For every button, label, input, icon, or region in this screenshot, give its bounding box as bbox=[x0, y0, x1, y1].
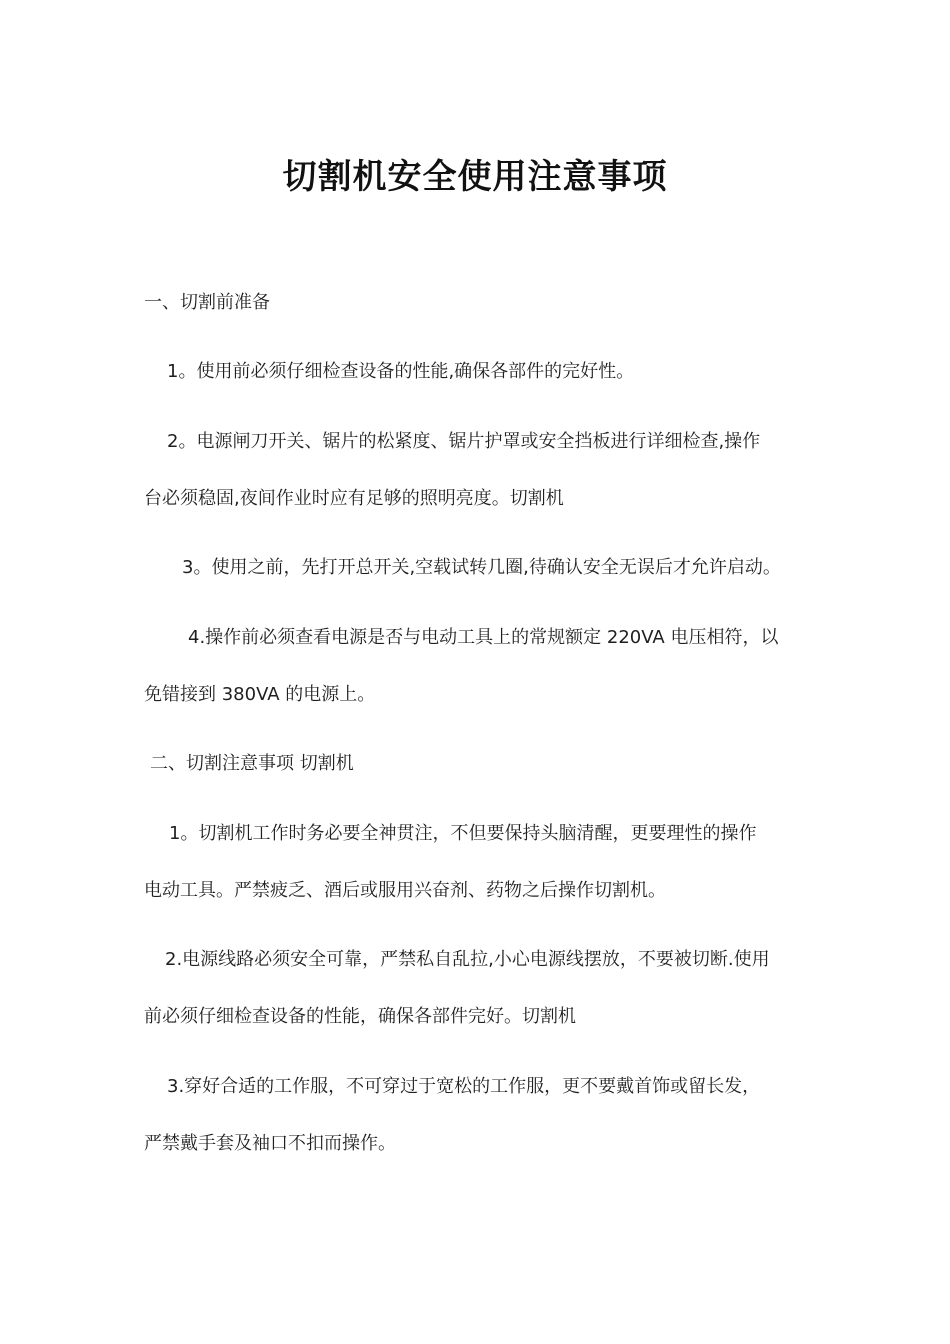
paragraph-line: 1。切割机工作时务必要全神贯注，不但要保持头脑清醒，更要理性的操作 bbox=[169, 823, 757, 844]
paragraph-line: 3。使用之前，先打开总开关,空载试转几圈,待确认安全无误后才允许启动。 bbox=[182, 557, 781, 578]
paragraph-line: 严禁戴手套及袖口不扣而操作。 bbox=[144, 1133, 396, 1154]
section-heading-cutting-notes: 二、切割注意事项 切割机 bbox=[150, 753, 354, 774]
paragraph-line: 3.穿好合适的工作服，不可穿过于宽松的工作服，更不要戴首饰或留长发， bbox=[167, 1076, 761, 1097]
paragraph-line: 2.电源线路必须安全可靠，严禁私自乱拉,小心电源线摆放，不要被切断.使用 bbox=[165, 949, 770, 970]
section-heading-preparation: 一、切割前准备 bbox=[144, 292, 270, 313]
paragraph-line: 2。电源闸刀开关、锯片的松紧度、锯片护罩或安全挡板进行详细检查,操作 bbox=[167, 431, 761, 452]
document-title: 切割机安全使用注意事项 bbox=[282, 157, 668, 197]
paragraph-line: 台必须稳固,夜间作业时应有足够的照明亮度。切割机 bbox=[144, 488, 564, 509]
paragraph-line: 前必须仔细检查设备的性能，确保各部件完好。切割机 bbox=[144, 1006, 576, 1027]
paragraph-line: 1。使用前必须仔细检查设备的性能,确保各部件的完好性。 bbox=[167, 361, 635, 382]
paragraph-line: 免错接到 380VA 的电源上。 bbox=[144, 684, 376, 705]
paragraph-line: 4.操作前必须查看电源是否与电动工具上的常规额定 220VA 电压相符，以 bbox=[188, 627, 779, 648]
paragraph-line: 电动工具。严禁疲乏、酒后或服用兴奋剂、药物之后操作切割机。 bbox=[144, 880, 666, 901]
